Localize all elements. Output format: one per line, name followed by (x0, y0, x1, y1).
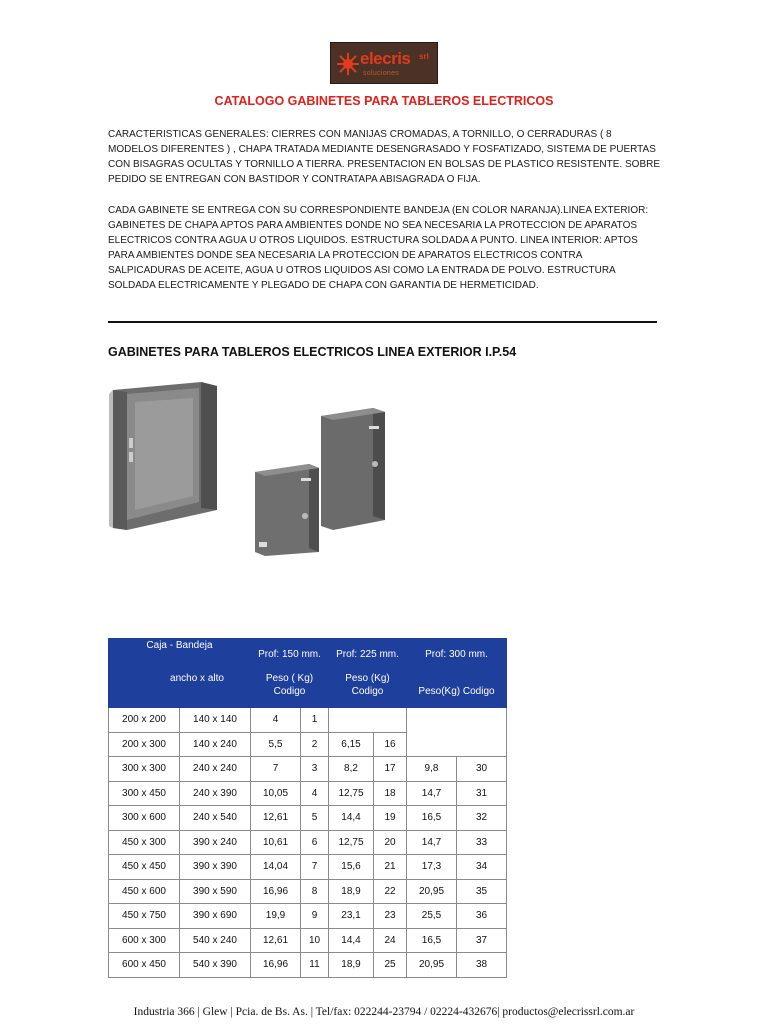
catalog-title: CATALOGO GABINETES PARA TABLEROS ELECTRICOS (214, 94, 554, 108)
table-header-row (109, 639, 507, 708)
cell-bandeja: 390 x 240 (180, 830, 251, 855)
cell-bandeja: 390 x 690 (180, 904, 251, 929)
general-features-paragraph: CARACTERISTICAS GENERALES: CIERRES CON MANIJAS CROMADAS, A TORNILLO, O CERRADURAS ( 8 MODELOS DIFERENTES ) , CHAPA TRATADA MEDIANTE DESENGRASADO Y FOSFATIZADO, SISTEMA DE PUERTAS CON BISAGRAS OCULTAS Y TORNILLO A TIERRA. PRESENTACION EN BOLSAS DE PLASTICO RESISTENTE. SOBRE PEDIDO SE ENTREGAN CON BASTIDOR Y CONTRATAPA ABISAGRADA O FIJA. (108, 129, 661, 185)
header-prof-300 (407, 639, 507, 708)
cell-caja: 450 x 750 (109, 904, 180, 929)
cabinets-product-photo (105, 380, 415, 556)
cell-p300: 17,3 (407, 855, 457, 880)
cell-bandeja: 240 x 240 (180, 757, 251, 782)
cell-p150: 7 (251, 757, 301, 782)
cell-caja: 450 x 600 (109, 879, 180, 904)
header-prof-225 (329, 639, 407, 708)
cell-p225: 6,15 (329, 732, 374, 757)
cell-p300: 20,95 (407, 879, 457, 904)
cell-c300: 35 (457, 879, 507, 904)
cell-bandeja: 390 x 390 (180, 855, 251, 880)
header-peso-150: Peso ( Kg) (265, 673, 314, 684)
cell-c300: 37 (457, 928, 507, 953)
header-ancho-alto-label: ancho x alto (170, 673, 224, 684)
table-row (109, 855, 507, 880)
cell-bandeja: 140 x 140 (180, 708, 251, 733)
cell-p300: 16,5 (407, 928, 457, 953)
cell-c150: 9 (301, 904, 329, 929)
cell-p150: 12,61 (251, 806, 301, 831)
sun-logo-icon (337, 53, 359, 75)
header-peso-225: Peso (Kg) (345, 673, 390, 684)
header-prof-150 (251, 639, 329, 708)
cell-p300: 20,95 (407, 953, 457, 978)
cell-p225: 12,75 (329, 781, 374, 806)
cell-bandeja: 240 x 540 (180, 806, 251, 831)
cell-p225: 18,9 (329, 953, 374, 978)
cell-p150: 10,61 (251, 830, 301, 855)
cell-p225: 12,75 (329, 830, 374, 855)
cell-c225: 17 (374, 757, 407, 782)
cell-c225: 24 (374, 928, 407, 953)
cell-p225: 15,6 (329, 855, 374, 880)
header-peso-codigo-300: Peso(Kg) Codigo (418, 686, 495, 697)
header-codigo-150: Codigo (273, 686, 306, 697)
cell-c150: 3 (301, 757, 329, 782)
header-prof-300-label: Prof: 300 mm. (425, 649, 488, 660)
company-logo (330, 42, 438, 84)
cell-c150: 11 (301, 953, 329, 978)
cell-p150: 16,96 (251, 953, 301, 978)
cell-c150: 7 (301, 855, 329, 880)
cell-caja: 300 x 450 (109, 781, 180, 806)
cell-c225: 25 (374, 953, 407, 978)
tray-description-paragraph: CADA GABINETE SE ENTREGA CON SU CORRESPONDIENTE BANDEJA (EN COLOR NARANJA).LINEA EXTERIOR: GABINETES DE CHAPA APTOS PARA AMBIENTES DONDE NO SEA NECESARIA LA PROTECCION DE APARATOS ELECTRICOS CONTRA AGUA U OTROS LIQUIDOS. ESTRUCTURA SOLDADA A PUNTO. LINEA INTERIOR: APTOS PARA AMBIENTES DONDE SEA NECESARIA LA PROTECCION DE APARATOS ELECTRICOS CONTRA SALPICADURAS DE ACEITE, AGUA U OTROS LIQUIDOS ASI COMO LA ENTRADA DE POLVO. ESTRUCTURA SOLDADA ELECTRICAMENTE Y PLEGADO DE CHAPA CON GARANTIA DE HERMETICIDAD. (108, 205, 649, 291)
cell-caja: 450 x 300 (109, 830, 180, 855)
cell-caja: 600 x 450 (109, 953, 180, 978)
cell-p150: 16,96 (251, 879, 301, 904)
cell-c150: 5 (301, 806, 329, 831)
cell-c150: 1 (301, 708, 329, 733)
logo-suffix: srl (419, 52, 429, 61)
cell-p300: 14,7 (407, 830, 457, 855)
cell-c225: 22 (374, 879, 407, 904)
cell-p150: 10,05 (251, 781, 301, 806)
cell-c300: 32 (457, 806, 507, 831)
cell-c150: 4 (301, 781, 329, 806)
cell-caja: 200 x 200 (109, 708, 180, 733)
table-body (109, 708, 507, 978)
cell-c225: 21 (374, 855, 407, 880)
cell-p300: 25,5 (407, 904, 457, 929)
logo-brand: elecris (360, 49, 411, 68)
header-codigo-225: Codigo (351, 686, 384, 697)
cell-c300: 34 (457, 855, 507, 880)
table-row (109, 708, 507, 733)
cell-c300: 31 (457, 781, 507, 806)
cell-c150: 8 (301, 879, 329, 904)
cell-c150: 6 (301, 830, 329, 855)
cell-c225: 23 (374, 904, 407, 929)
table-row (109, 904, 507, 929)
cell-c225: 18 (374, 781, 407, 806)
contact-footer: Industria 366 | Glew | Pcia. de Bs. As. | Tel/fax: 022244-23794 / 02224-432676| productos@elecrissrl.com.ar (133, 1006, 635, 1018)
table-row (109, 806, 507, 831)
cell-p150: 19,9 (251, 904, 301, 929)
cell-bandeja: 140 x 240 (180, 732, 251, 757)
cell-p150: 5,5 (251, 732, 301, 757)
table-row (109, 928, 507, 953)
cell-caja: 200 x 300 (109, 732, 180, 757)
cell-p300: 9,8 (407, 757, 457, 782)
header-caja-label: Caja - Bandeja (146, 640, 213, 651)
table-row (109, 781, 507, 806)
table-row (109, 953, 507, 978)
cell-c150: 2 (301, 732, 329, 757)
cell-c225: 19 (374, 806, 407, 831)
table-row (109, 757, 507, 782)
cell-p300 (407, 708, 507, 757)
section-divider (108, 321, 657, 323)
cell-bandeja: 540 x 240 (180, 928, 251, 953)
cabinet-specs-table (108, 638, 507, 978)
section-subtitle: GABINETES PARA TABLEROS ELECTRICOS LINEA EXTERIOR I.P.54 (108, 345, 517, 359)
cell-c150: 10 (301, 928, 329, 953)
table-row (109, 830, 507, 855)
cell-p150: 4 (251, 708, 301, 733)
header-prof-150-label: Prof: 150 mm. (258, 649, 321, 660)
cell-p225: 23,1 (329, 904, 374, 929)
cell-c300: 33 (457, 830, 507, 855)
cell-caja: 300 x 300 (109, 757, 180, 782)
cell-c300: 30 (457, 757, 507, 782)
table-row (109, 879, 507, 904)
cell-c300: 36 (457, 904, 507, 929)
cell-p150: 12,61 (251, 928, 301, 953)
cell-caja: 600 x 300 (109, 928, 180, 953)
cell-bandeja: 240 x 390 (180, 781, 251, 806)
cell-c300: 38 (457, 953, 507, 978)
cell-bandeja: 540 x 390 (180, 953, 251, 978)
cell-p225: 18,9 (329, 879, 374, 904)
cell-p150: 14,04 (251, 855, 301, 880)
cell-p225: 8,2 (329, 757, 374, 782)
cell-caja: 450 x 450 (109, 855, 180, 880)
header-caja-bandeja (109, 639, 251, 708)
cell-c225: 20 (374, 830, 407, 855)
cell-p300: 16,5 (407, 806, 457, 831)
cell-p225: 14,4 (329, 928, 374, 953)
cell-p225: 14,4 (329, 806, 374, 831)
cell-p225 (329, 708, 407, 733)
cell-p300: 14,7 (407, 781, 457, 806)
logo-tagline: soluciones (363, 70, 400, 77)
cell-caja: 300 x 600 (109, 806, 180, 831)
header-prof-225-label: Prof: 225 mm. (336, 649, 399, 660)
cell-c225: 16 (374, 732, 407, 757)
cell-bandeja: 390 x 590 (180, 879, 251, 904)
